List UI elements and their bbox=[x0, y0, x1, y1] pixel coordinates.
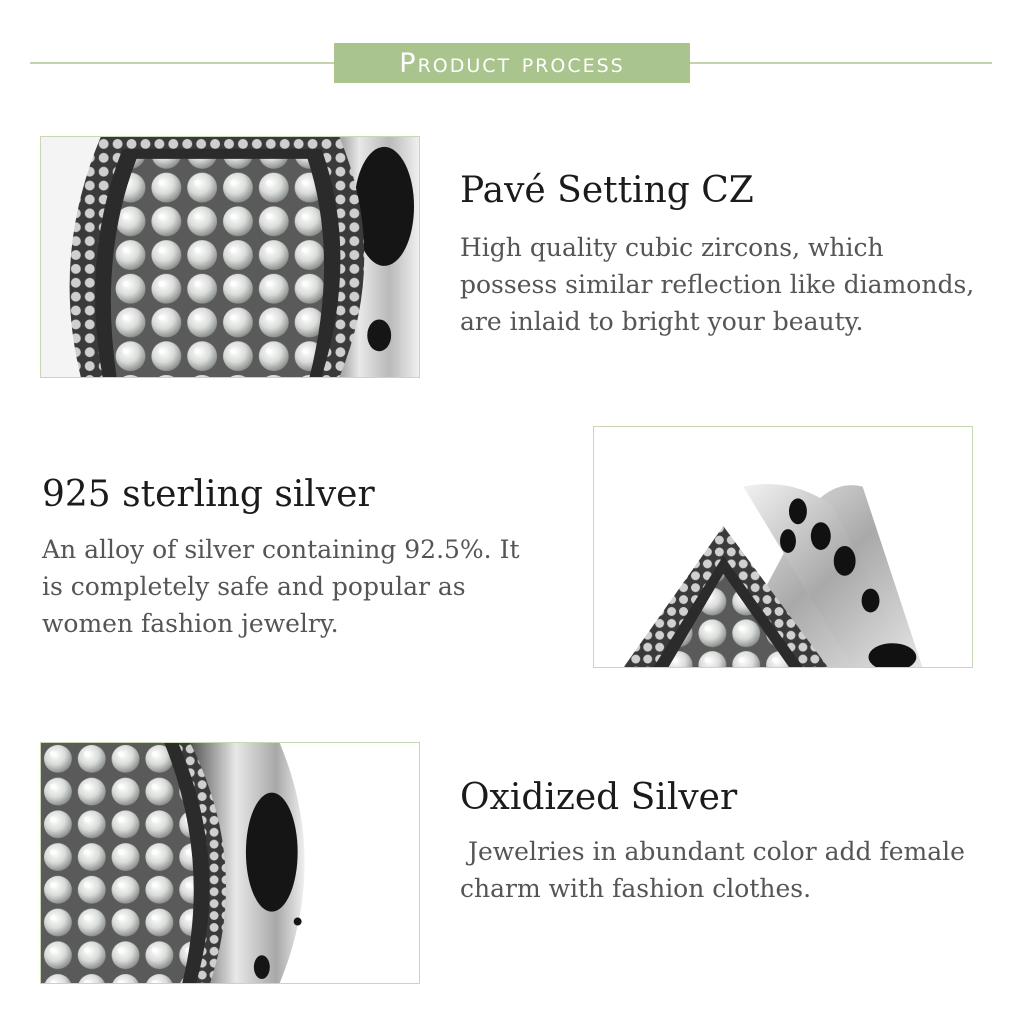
feature-title-oxidized: Oxidized Silver bbox=[460, 777, 738, 818]
header-divider-left bbox=[30, 62, 336, 64]
section-header-title: Product process bbox=[399, 47, 625, 79]
silver-charm-side-image bbox=[593, 426, 973, 668]
feature-description-oxidized: Jewelries in abundant color add female charm with fashion clothes. bbox=[460, 837, 973, 903]
feature-title-pave: Pavé Setting CZ bbox=[460, 170, 754, 211]
pave-charm-closeup-image bbox=[40, 136, 420, 378]
feature-description-pave: High quality cubic zircons, which possess similar reflection like diamonds, are inlaid to bright your beauty. bbox=[460, 233, 975, 336]
section-header bbox=[334, 43, 690, 83]
feature-title-sterling: 925 sterling silver bbox=[42, 474, 375, 515]
header-divider-right bbox=[690, 62, 992, 64]
oxidized-charm-image bbox=[40, 742, 420, 984]
feature-description-sterling: An alloy of silver containing 92.5%. It is completely safe and popular as women fashion jewelry. bbox=[42, 535, 520, 638]
